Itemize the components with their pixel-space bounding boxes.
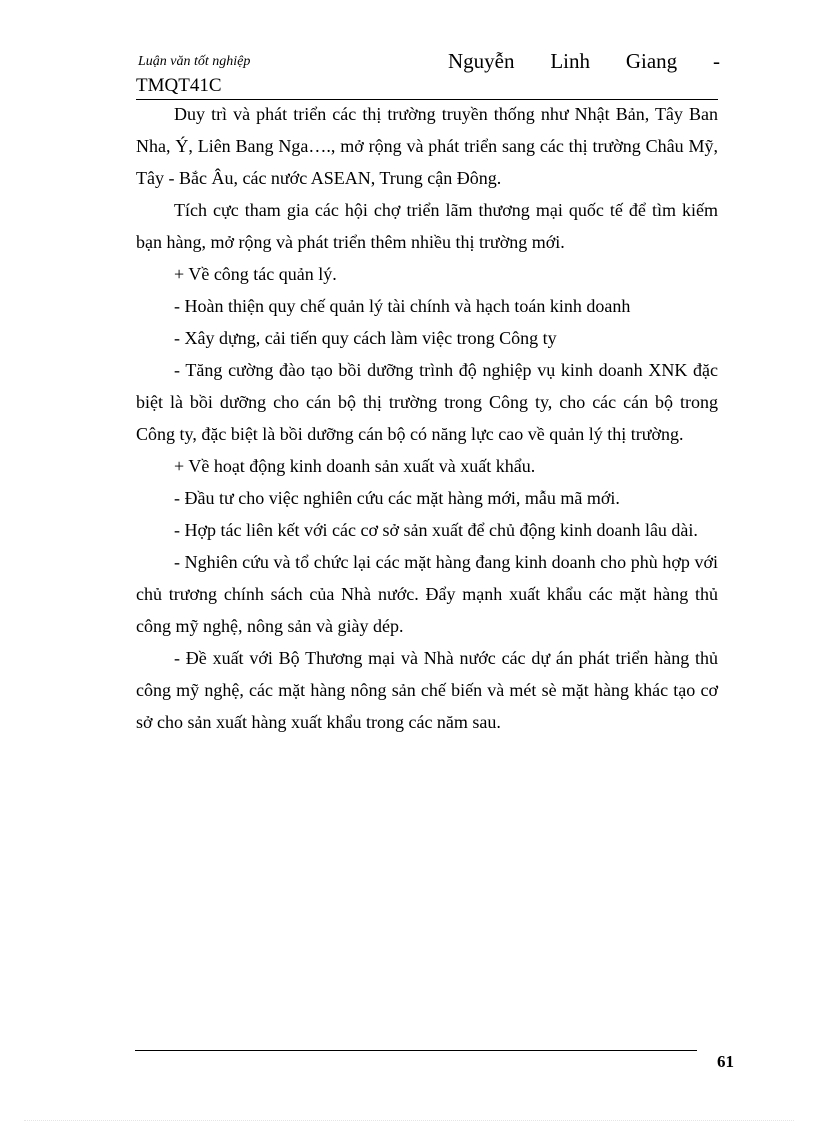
page-number: 61 bbox=[717, 1052, 734, 1071]
paragraph: - Xây dựng, cải tiến quy cách làm việc trong Công ty bbox=[174, 328, 557, 348]
paragraph: - Đầu tư cho việc nghiên cứu các mặt hàng mới, mẫu mã mới. bbox=[174, 488, 620, 508]
author-word: Giang bbox=[625, 49, 678, 73]
author-name bbox=[448, 49, 720, 74]
page-bottom-edge bbox=[24, 1120, 794, 1121]
author-word: - bbox=[712, 49, 720, 73]
document-body bbox=[136, 98, 718, 738]
paragraph: - Nghiên cứu và tổ chức lại các mặt hàng đang kinh doanh cho phù hợp với chủ trương chính sách của Nhà nước. Đẩy mạnh xuất khẩu các mặt hàng thủ công mỹ nghệ, nông sản và giày dép. bbox=[136, 552, 718, 636]
paragraph: - Tăng cường đào tạo bồi dưỡng trình độ nghiệp vụ kinh doanh XNK đặc biệt là bồi dưỡng cho cán bộ thị trường trong Công ty, cho các cán bộ trong Công ty, đặc biệt là bồi dưỡng cán bộ có năng lực cao về quản lý thị trường. bbox=[136, 360, 718, 444]
paragraph: + Về công tác quản lý. bbox=[174, 264, 337, 284]
thesis-label: Luận văn tốt nghiệp bbox=[138, 54, 251, 69]
class-code: TMQT41C bbox=[136, 75, 222, 96]
paragraph: Duy trì và phát triển các thị trường truyền thống như Nhật Bản, Tây Ban Nha, Ý, Liên Bang Nga…., mở rộng và phát triển sang các thị trường Châu Mỹ, Tây - Bắc Âu, các nước ASEAN, Trung cận Đông. bbox=[136, 104, 718, 188]
paragraph: Tích cực tham gia các hội chợ triển lãm thương mại quốc tế để tìm kiếm bạn hàng, mở rộng và phát triển thêm nhiều thị trường mới. bbox=[136, 200, 718, 252]
author-word: Linh bbox=[550, 49, 590, 73]
paragraph: - Hợp tác liên kết với các cơ sở sản xuất để chủ động kinh doanh lâu dài. bbox=[174, 520, 698, 540]
author-word: Nguyễn bbox=[448, 49, 515, 73]
paragraph: - Đề xuất với Bộ Thương mại và Nhà nước các dự án phát triển hàng thủ công mỹ nghệ, các mặt hàng nông sản chế biến và mét sè mặt hàng khác tạo cơ sở cho sản xuất hàng xuất khẩu trong các năm sau. bbox=[136, 648, 718, 732]
paragraph: - Hoàn thiện quy chế quản lý tài chính và hạch toán kinh doanh bbox=[174, 296, 631, 316]
paragraph: + Về hoạt động kinh doanh sản xuất và xuất khẩu. bbox=[174, 456, 536, 476]
footer-divider bbox=[135, 1050, 697, 1051]
